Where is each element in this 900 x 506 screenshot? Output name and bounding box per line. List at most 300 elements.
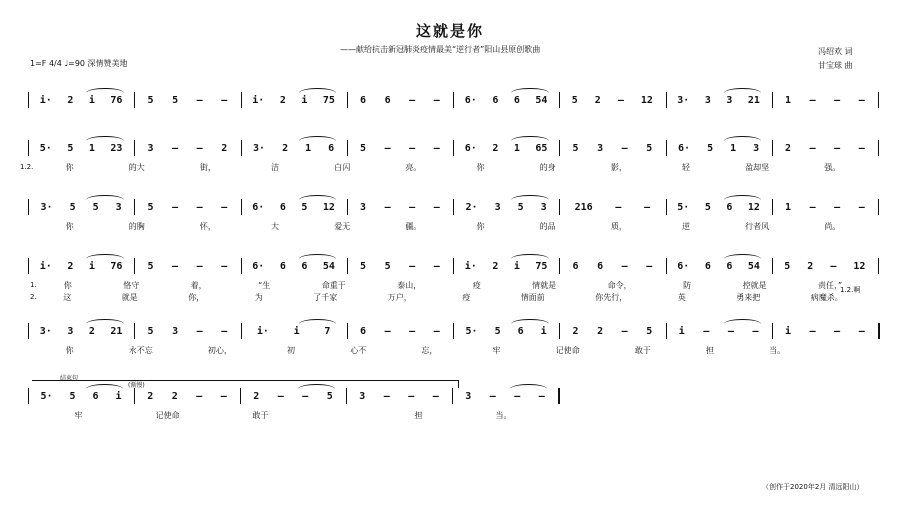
slur-mark <box>511 319 548 324</box>
barline <box>558 388 560 404</box>
measure <box>351 323 449 339</box>
lyric-word: “生 <box>258 281 271 290</box>
slur-mark <box>511 195 548 200</box>
note: – <box>489 390 496 402</box>
lyric-word: 心不 <box>350 346 367 355</box>
note: – <box>172 201 179 213</box>
note: 3· <box>39 325 52 337</box>
measure <box>351 199 449 215</box>
key-tempo-marking: 1=F 4/4 ♩=90 深情赞美地 <box>30 59 128 68</box>
note: 6 <box>513 94 520 106</box>
lyric-word: 初 <box>287 346 296 355</box>
note: – <box>615 201 622 213</box>
measure <box>670 323 768 339</box>
lyric-word: 着， <box>190 281 207 290</box>
slur-mark <box>511 136 548 141</box>
note: 1 <box>785 94 792 106</box>
note: 5 <box>69 201 76 213</box>
slur-mark <box>86 88 123 93</box>
lyric-word: 忘， <box>421 346 438 355</box>
note: 216 <box>574 201 593 213</box>
barline <box>28 140 29 156</box>
measure <box>350 388 448 404</box>
barline <box>134 199 135 215</box>
note: 2 <box>67 260 74 272</box>
note: – <box>221 325 228 337</box>
note: – <box>621 260 628 272</box>
note: 5 <box>147 260 154 272</box>
note: – <box>409 142 416 154</box>
note: – <box>196 390 203 402</box>
slur-mark <box>511 254 548 259</box>
barline <box>347 140 348 156</box>
note: – <box>277 390 284 402</box>
lyric-word: 就是 <box>121 293 138 302</box>
lyric-word: 了千家 <box>313 293 338 302</box>
note: – <box>172 260 179 272</box>
note: – <box>858 142 865 154</box>
note: – <box>809 94 816 106</box>
lyricist-credit: 冯绍欢 词 <box>818 47 853 56</box>
note: 6· <box>678 142 691 154</box>
note: – <box>384 201 391 213</box>
lyric-word: 责任，” <box>818 281 843 290</box>
note: 12 <box>853 260 866 272</box>
note: 6 <box>384 94 391 106</box>
note: 5 <box>147 201 154 213</box>
lyric-word: 命令， <box>607 281 632 290</box>
barline <box>241 92 242 108</box>
measure <box>138 258 236 274</box>
measure <box>138 388 236 404</box>
measure <box>563 140 661 156</box>
slur-mark <box>299 136 336 141</box>
note: 5 <box>494 325 501 337</box>
note: 5 <box>784 260 791 272</box>
barline <box>878 92 879 108</box>
barline <box>878 199 879 215</box>
note: 75 <box>535 260 548 272</box>
note: 12 <box>322 201 335 213</box>
verse-label: 1.2. <box>20 163 34 171</box>
lyric-word: 记使命 <box>155 411 180 420</box>
measure <box>670 140 768 156</box>
measure <box>138 92 236 108</box>
note: 5 <box>707 142 714 154</box>
note: i <box>513 260 520 272</box>
note: 5 <box>69 390 76 402</box>
measure <box>351 140 449 156</box>
note: – <box>409 94 416 106</box>
lyric-line <box>38 292 868 304</box>
barline <box>28 323 29 339</box>
lyric-word: 的身 <box>539 163 556 172</box>
barline <box>453 92 454 108</box>
lyric-word: 恪守 <box>123 281 140 290</box>
note: 75 <box>322 94 335 106</box>
measure <box>670 92 768 108</box>
note: 3 <box>704 94 711 106</box>
note: – <box>514 390 521 402</box>
note: i <box>301 94 308 106</box>
note: 5 <box>646 142 653 154</box>
lyric-word: 尚。 <box>824 222 841 231</box>
note: 2 <box>67 94 74 106</box>
note: – <box>433 142 440 154</box>
lyric-word: 这 <box>63 293 72 302</box>
ending-label: 结束句 <box>60 375 79 382</box>
note: i· <box>252 94 265 106</box>
lyric-word: 亮。 <box>405 163 422 172</box>
note: 6 <box>279 201 286 213</box>
measure <box>245 140 343 156</box>
note: – <box>221 260 228 272</box>
lyric-word: 病魔杀。 <box>810 293 843 302</box>
measure <box>563 258 661 274</box>
lyric-word: 担 <box>705 346 714 355</box>
lyric-word: 当。 <box>495 411 512 420</box>
slur-mark <box>299 195 336 200</box>
measure <box>457 92 555 108</box>
lyric-word: 疫 <box>462 293 471 302</box>
lyric-word: 大 <box>271 222 280 231</box>
measure <box>32 323 130 339</box>
barline <box>772 258 773 274</box>
note: 6 <box>301 260 308 272</box>
note: 6· <box>677 260 690 272</box>
note: 3· <box>40 201 53 213</box>
note: i <box>115 390 122 402</box>
note: – <box>409 201 416 213</box>
lyric-word: 你 <box>476 163 485 172</box>
slur-mark <box>724 88 761 93</box>
song-subtitle: ——献给抗击新冠肺炎疫情最美“逆行者”阳山县原创歌曲 <box>340 45 541 54</box>
note: – <box>196 325 203 337</box>
staff-row <box>28 199 888 215</box>
note: i <box>785 325 792 337</box>
note: – <box>809 325 816 337</box>
note: – <box>196 201 203 213</box>
measure <box>138 323 236 339</box>
lyric-word: 英 <box>677 293 686 302</box>
note: 2 <box>282 142 289 154</box>
lyric-word: 记使命 <box>555 346 580 355</box>
note: 3· <box>677 94 690 106</box>
lyric-word: 情就是 <box>532 281 557 290</box>
lyric-word: 逆 <box>681 222 690 231</box>
note: 6· <box>464 94 477 106</box>
note: 6 <box>279 260 286 272</box>
measure <box>457 323 555 339</box>
staff-row <box>28 388 888 404</box>
note: 3 <box>67 325 74 337</box>
note: 5 <box>92 201 99 213</box>
ending-bracket <box>32 380 458 381</box>
note: 2 <box>171 390 178 402</box>
measure <box>32 199 130 215</box>
barline <box>666 323 667 339</box>
barline <box>666 92 667 108</box>
staff-row <box>28 323 888 339</box>
composition-date: （创作于2020年2月 清远阳山） <box>762 483 864 491</box>
note: 5· <box>39 142 52 154</box>
measure <box>563 323 661 339</box>
measure <box>138 199 236 215</box>
note: – <box>383 390 390 402</box>
slur-mark <box>724 319 761 324</box>
note: 2 <box>88 325 95 337</box>
lyric-word: 你 <box>65 346 74 355</box>
note: – <box>220 390 227 402</box>
lyric-word: 控就是 <box>742 281 767 290</box>
note: 6· <box>464 142 477 154</box>
note: 2· <box>465 201 478 213</box>
note: 2 <box>597 325 604 337</box>
note: 76 <box>110 260 123 272</box>
note: 5· <box>465 325 478 337</box>
note: 6· <box>252 260 265 272</box>
note: 5 <box>172 94 179 106</box>
lyric-word: 疆。 <box>405 222 422 231</box>
note: 76 <box>110 94 123 106</box>
lyric-word: 你 <box>65 222 74 231</box>
measure <box>457 140 555 156</box>
barline <box>452 388 453 404</box>
note: 5 <box>646 325 653 337</box>
staff-row <box>28 92 888 108</box>
barline <box>559 92 560 108</box>
note: – <box>834 325 841 337</box>
measure <box>563 199 661 215</box>
note: 3 <box>726 94 733 106</box>
measure <box>32 92 130 108</box>
note: 3 <box>465 390 472 402</box>
lyric-word: 敢于 <box>252 411 269 420</box>
note: – <box>433 260 440 272</box>
note: 6 <box>328 142 335 154</box>
note: 1 <box>730 142 737 154</box>
note: 5 <box>67 142 74 154</box>
measure <box>776 258 874 274</box>
note: i <box>293 325 300 337</box>
note: 5 <box>571 94 578 106</box>
note: 2 <box>279 94 286 106</box>
note: 3 <box>494 201 501 213</box>
barline <box>453 140 454 156</box>
barline <box>347 323 348 339</box>
note: 54 <box>747 260 760 272</box>
measure <box>244 388 342 404</box>
note: – <box>196 142 203 154</box>
note: – <box>727 325 734 337</box>
note: 5 <box>360 260 367 272</box>
note: – <box>858 94 865 106</box>
lyric-line <box>38 345 868 357</box>
barline <box>28 92 29 108</box>
slur-mark <box>510 384 547 389</box>
lyric-word: 强。 <box>824 163 841 172</box>
note: 6 <box>360 325 367 337</box>
measure <box>32 140 130 156</box>
note: – <box>384 142 391 154</box>
note: 65 <box>535 142 548 154</box>
measure <box>351 258 449 274</box>
note: 5 <box>517 201 524 213</box>
staff-row <box>28 140 888 156</box>
note: 21 <box>110 325 123 337</box>
note: 3· <box>253 142 266 154</box>
note: – <box>644 201 651 213</box>
note: – <box>646 260 653 272</box>
barline <box>453 323 454 339</box>
note: – <box>834 201 841 213</box>
slur-mark <box>86 384 123 389</box>
barline <box>347 92 348 108</box>
note: 1 <box>513 142 520 154</box>
note: – <box>196 260 203 272</box>
lyric-word: 当。 <box>769 346 786 355</box>
slur-mark <box>86 319 123 324</box>
note: – <box>409 325 416 337</box>
note: – <box>384 325 391 337</box>
note: i· <box>39 260 52 272</box>
note: i <box>88 94 95 106</box>
note: 3 <box>597 142 604 154</box>
lyric-word: 爱无 <box>334 222 351 231</box>
note: 5 <box>301 201 308 213</box>
lyric-word: 泰山， <box>397 281 422 290</box>
measure <box>245 323 343 339</box>
lyric-word: 牢 <box>74 411 83 420</box>
note: 7 <box>324 325 331 337</box>
lyric-word: 情面前 <box>520 293 545 302</box>
barline <box>559 323 560 339</box>
verse-label: 1.2.啊 <box>840 286 861 294</box>
lyric-word: 影， <box>610 163 627 172</box>
measure <box>670 258 768 274</box>
lyric-word: 你 <box>63 281 72 290</box>
lyric-word: 初心， <box>207 346 232 355</box>
note: 5 <box>147 325 154 337</box>
note: – <box>834 142 841 154</box>
lyric-word: 质， <box>610 222 627 231</box>
slur-mark <box>86 254 123 259</box>
measure <box>776 92 874 108</box>
lyric-word: 盈却坚 <box>745 163 770 172</box>
note: – <box>617 94 624 106</box>
note: – <box>432 390 439 402</box>
lyric-word: 轻 <box>681 163 690 172</box>
lyric-word: 敢于 <box>634 346 651 355</box>
measure <box>776 199 874 215</box>
lyric-word: 街， <box>199 163 216 172</box>
note: – <box>703 325 710 337</box>
note: i <box>540 325 547 337</box>
note: i· <box>464 260 477 272</box>
barline <box>134 388 135 404</box>
barline <box>559 140 560 156</box>
note: – <box>433 94 440 106</box>
barline <box>134 323 135 339</box>
ending-bracket-end <box>458 380 459 388</box>
barline <box>28 388 29 404</box>
note: 1 <box>785 201 792 213</box>
note: 21 <box>747 94 760 106</box>
lyric-word: 怀， <box>199 222 216 231</box>
note: 6· <box>252 201 265 213</box>
verse-label: 1. <box>30 281 37 289</box>
note: 3 <box>172 325 179 337</box>
lyric-word: 勇来把 <box>736 293 761 302</box>
note: 2 <box>572 325 579 337</box>
note: – <box>433 201 440 213</box>
measure <box>32 258 130 274</box>
barline <box>134 140 135 156</box>
barline <box>347 258 348 274</box>
lyric-word: 你先行， <box>595 293 628 302</box>
note: 12 <box>747 201 760 213</box>
note: 54 <box>322 260 335 272</box>
note: – <box>752 325 759 337</box>
barline <box>666 258 667 274</box>
lyric-word: 为 <box>254 293 263 302</box>
note: 2 <box>785 142 792 154</box>
barline <box>666 199 667 215</box>
lyric-word: 的品 <box>539 222 556 231</box>
note: i <box>678 325 685 337</box>
note: – <box>221 201 228 213</box>
lyric-line <box>38 280 868 292</box>
barline <box>878 258 879 274</box>
measure <box>245 199 343 215</box>
composer-credit: 甘宝球 曲 <box>818 61 853 70</box>
note: 2 <box>807 260 814 272</box>
barline <box>878 323 880 339</box>
lyric-word: 牢 <box>492 346 501 355</box>
slur-mark <box>298 384 335 389</box>
note: – <box>830 260 837 272</box>
note: – <box>172 142 179 154</box>
slur-mark <box>299 319 336 324</box>
note: – <box>809 201 816 213</box>
note: 5 <box>360 142 367 154</box>
barline <box>241 258 242 274</box>
note: – <box>408 390 415 402</box>
measure <box>456 388 554 404</box>
barline <box>134 258 135 274</box>
note: 6 <box>517 325 524 337</box>
barline <box>240 388 241 404</box>
barline <box>28 258 29 274</box>
note: 6 <box>726 260 733 272</box>
measure <box>32 388 130 404</box>
lyric-word: 的胸 <box>128 222 145 231</box>
barline <box>559 258 560 274</box>
barline <box>28 199 29 215</box>
note: – <box>302 390 309 402</box>
barline <box>453 258 454 274</box>
lyric-word: 白闪 <box>334 163 351 172</box>
song-title: 这就是你 <box>415 22 484 40</box>
slur-mark <box>724 136 761 141</box>
slur-mark <box>724 254 761 259</box>
note: 1 <box>305 142 312 154</box>
lyric-line <box>38 162 868 174</box>
measure <box>776 140 874 156</box>
note: – <box>858 201 865 213</box>
lyric-word: 担 <box>414 411 423 420</box>
lyric-word: 的大 <box>128 163 145 172</box>
